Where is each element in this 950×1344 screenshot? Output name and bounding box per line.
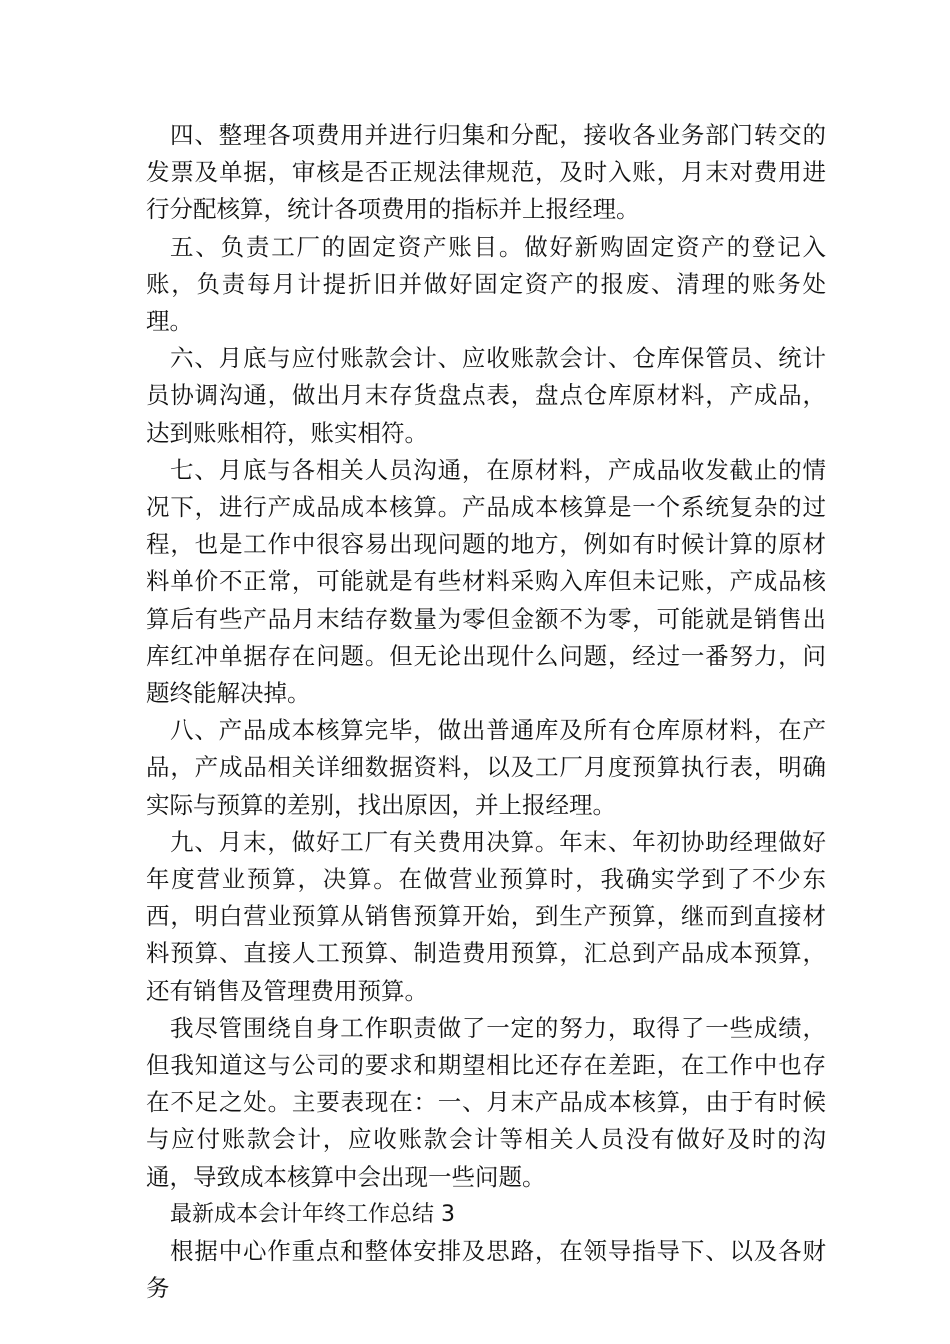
paragraph-section-3-intro: 根据中心作重点和整体安排及思路，在领导指导下、以及各财务 [146, 1237, 826, 1303]
section-heading: 最新成本会计年终工作总结 3 [170, 1201, 455, 1227]
paragraph-shortcomings: 我尽管围绕自身工作职责做了一定的努力，取得了一些成绩，但我知道这与公司的要求和期望相比还存在差距，在工作中也存在不足之处。主要表现在：一、月末产品成本核算，由于有时候与应付账款会计，应收账款会计等相关人员没有做好及时的沟通，导致成本核算中会出现一些问题。 [146, 1013, 826, 1191]
paragraph-7-cost-accounting: 七、月底与各相关人员沟通，在原材料，产成品收发截止的情况下，进行产成品成本核算。产品成本核算是一个系统复杂的过程，也是工作中很容易出现问题的地方，例如有时候计算的原材料单价不正常，可能就是有些材料采购入库但未记账，产成品核算后有些产品月末结存数量为零但金额不为零，可能就是销售出库红冲单据存在问题。但无论出现什么问题，经过一番努力，问题终能解决掉。 [146, 455, 826, 708]
paragraph-4-expense-allocation: 四、整理各项费用并进行归集和分配，接收各业务部门转交的发票及单据，审核是否正规法律规范，及时入账，月末对费用进行分配核算，统计各项费用的指标并上报经理。 [146, 121, 826, 224]
paragraph-9-budget: 九、月末，做好工厂有关费用决算。年末、年初协助经理做好年度营业预算，决算。在做营业预算时，我确实学到了不少东西，明白营业预算从销售预算开始，到生产预算，继而到直接材料预算、直接人工预算、制造费用预算，汇总到产品成本预算，还有销售及管理费用预算。 [146, 827, 826, 1005]
paragraph-8-cost-report: 八、产品成本核算完毕，做出普通库及所有仓库原材料，在产品，产成品相关详细数据资料，以及工厂月度预算执行表，明确实际与预算的差别，找出原因，并上报经理。 [146, 716, 826, 819]
document-body [146, 117, 826, 1308]
paragraph-6-inventory-count: 六、月底与应付账款会计、应收账款会计、仓库保管员、统计员协调沟通，做出月末存货盘点表，盘点仓库原材料，产成品，达到账账相符，账实相符。 [146, 344, 826, 447]
paragraph-5-fixed-assets: 五、负责工厂的固定资产账目。做好新购固定资产的登记入账，负责每月计提折旧并做好固定资产的报废、清理的账务处理。 [146, 232, 826, 336]
